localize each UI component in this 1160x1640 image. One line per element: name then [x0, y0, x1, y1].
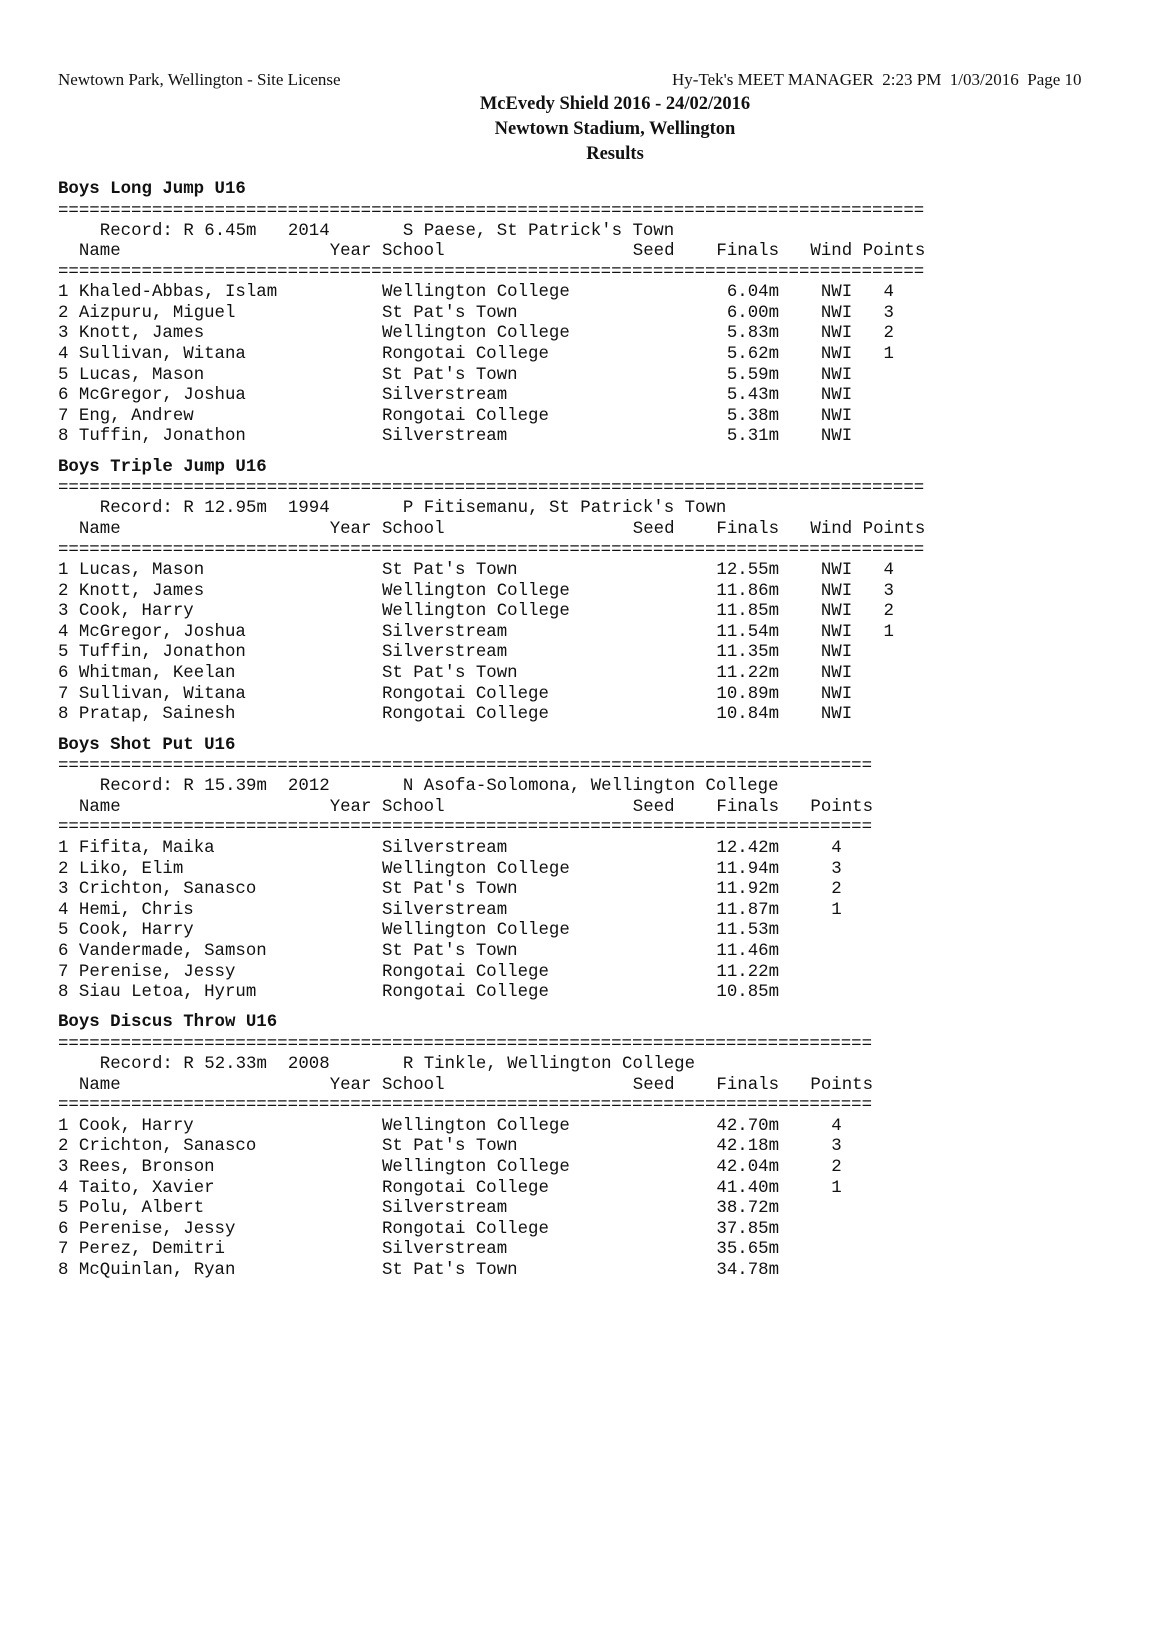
venue-title: Newtown Stadium, Wellington	[494, 119, 736, 139]
result-place: 6	[58, 1219, 69, 1239]
record-holder: R Tinkle, Wellington College	[402, 1054, 696, 1074]
school-name: Wellington College	[381, 602, 570, 622]
result-row	[58, 982, 924, 1003]
record-holder: P Fitisemanu, St Patrick's Town	[402, 499, 727, 519]
points-value: 4	[883, 561, 894, 581]
result-place: 5	[58, 921, 69, 941]
record-row	[58, 1054, 924, 1075]
points-value: 1	[831, 1178, 842, 1198]
record-holder: N Asofa-Solomona, Wellington College	[402, 777, 779, 797]
school-name: St Pat's Town	[381, 1137, 518, 1157]
wind-reading: NWI	[820, 283, 853, 303]
result-row	[58, 962, 924, 983]
result-row	[58, 1260, 924, 1281]
athlete-name: Hemi, Chris	[78, 900, 194, 920]
result-place: 8	[58, 1260, 69, 1280]
col-seed: Seed	[632, 242, 675, 262]
finals-mark: 5.83m	[726, 324, 780, 344]
result-place: 5	[58, 643, 69, 663]
athlete-name: Polu, Albert	[78, 1199, 205, 1219]
athlete-name: Perenise, Jessy	[78, 962, 236, 982]
finals-mark: 11.53m	[716, 921, 780, 941]
wind-reading: NWI	[820, 303, 853, 323]
result-row	[58, 704, 924, 725]
result-row	[58, 323, 924, 344]
finals-mark: 10.89m	[716, 684, 780, 704]
record-marker: R	[183, 221, 194, 241]
athlete-name: Cook, Harry	[78, 602, 194, 622]
result-place: 1	[58, 561, 69, 581]
result-place: 8	[58, 705, 69, 725]
col-name: Name	[78, 242, 121, 262]
separator-line: ===================================================================================	[58, 479, 925, 499]
record-label: Record:	[99, 777, 173, 797]
wind-reading: NWI	[820, 684, 853, 704]
school-name: Wellington College	[381, 1157, 570, 1177]
record-holder: S Paese, St Patrick's Town	[402, 221, 675, 241]
col-points: Points	[862, 519, 926, 539]
event-section	[58, 1012, 924, 1290]
wind-reading: NWI	[820, 664, 853, 684]
result-row	[58, 879, 924, 900]
school-name: Rongotai College	[381, 1178, 549, 1198]
wind-reading: NWI	[820, 643, 853, 663]
result-row	[58, 303, 924, 324]
athlete-name: Liko, Elim	[78, 859, 184, 879]
result-place: 7	[58, 962, 69, 982]
col-school: School	[381, 1075, 445, 1095]
points-value: 1	[883, 622, 894, 642]
col-seed: Seed	[632, 519, 675, 539]
athlete-name: Pratap, Sainesh	[78, 705, 236, 725]
col-name: Name	[78, 797, 121, 817]
result-row	[58, 1198, 924, 1219]
record-marker: R	[183, 1054, 194, 1074]
finals-mark: 6.04m	[726, 283, 780, 303]
school-name: Wellington College	[381, 1116, 570, 1136]
points-value: 3	[831, 1137, 842, 1157]
record-mark: 15.39m	[204, 777, 267, 797]
col-year: Year	[329, 242, 372, 262]
finals-mark: 10.84m	[716, 705, 780, 725]
result-place: 5	[58, 365, 69, 385]
finals-mark: 37.85m	[716, 1219, 780, 1239]
result-place: 2	[58, 859, 69, 879]
athlete-name: Perez, Demitri	[78, 1240, 225, 1260]
result-place: 4	[58, 345, 69, 365]
separator-line: ==============================================================================	[58, 1096, 873, 1116]
athlete-name: McGregor, Joshua	[78, 622, 246, 642]
result-place: 2	[58, 581, 69, 601]
finals-mark: 38.72m	[716, 1199, 780, 1219]
finals-mark: 12.55m	[716, 561, 780, 581]
event-title: Boys Triple Jump U16	[58, 457, 267, 477]
result-row	[58, 1157, 924, 1178]
wind-reading: NWI	[820, 386, 853, 406]
finals-mark: 12.42m	[716, 838, 780, 858]
athlete-name: Cook, Harry	[78, 921, 194, 941]
column-header-row	[58, 241, 924, 262]
record-marker: R	[183, 777, 194, 797]
record-row	[58, 221, 924, 242]
meet-title: McEvedy Shield 2016 - 24/02/2016	[479, 94, 751, 114]
school-name: Silverstream	[381, 643, 508, 663]
finals-mark: 11.54m	[716, 622, 780, 642]
event-title: Boys Long Jump U16	[58, 180, 246, 199]
athlete-name: Tuffin, Jonathon	[78, 643, 246, 663]
finals-mark: 5.59m	[726, 365, 780, 385]
athlete-name: Sullivan, Witana	[78, 684, 246, 704]
record-label: Record:	[99, 1054, 173, 1074]
school-name: Wellington College	[381, 921, 570, 941]
points-value: 2	[831, 1157, 842, 1177]
record-year: 2012	[287, 777, 330, 797]
athlete-name: Rees, Bronson	[78, 1157, 215, 1177]
result-place: 8	[58, 427, 69, 447]
col-school: School	[381, 519, 445, 539]
school-name: Silverstream	[381, 900, 508, 920]
athlete-name: Crichton, Sanasco	[78, 1137, 257, 1157]
record-row	[58, 776, 924, 797]
school-name: Wellington College	[381, 859, 570, 879]
separator-line: ===================================================================================	[58, 262, 925, 282]
col-school: School	[381, 797, 445, 817]
school-name: Rongotai College	[381, 1219, 549, 1239]
points-value: 3	[883, 303, 894, 323]
points-value: 4	[831, 838, 842, 858]
result-row	[58, 1136, 924, 1157]
athlete-name: McGregor, Joshua	[78, 386, 246, 406]
record-row	[58, 498, 924, 519]
result-place: 1	[58, 283, 69, 303]
col-seed: Seed	[632, 1075, 675, 1095]
school-name: Silverstream	[381, 838, 508, 858]
points-value: 4	[831, 1116, 842, 1136]
result-place: 4	[58, 1178, 69, 1198]
wind-reading: NWI	[820, 427, 853, 447]
event-title: Boys Discus Throw U16	[58, 1013, 278, 1033]
school-name: Silverstream	[381, 427, 508, 447]
result-row	[58, 1178, 924, 1199]
result-place: 5	[58, 1199, 69, 1219]
wind-reading: NWI	[820, 324, 853, 344]
finals-mark: 11.92m	[716, 880, 780, 900]
col-year: Year	[329, 797, 372, 817]
wind-reading: NWI	[820, 561, 853, 581]
points-value: 1	[883, 345, 894, 365]
school-name: St Pat's Town	[381, 664, 518, 684]
school-name: Rongotai College	[381, 345, 549, 365]
record-marker: R	[183, 499, 194, 519]
result-row	[58, 581, 924, 602]
result-place: 6	[58, 386, 69, 406]
col-finals: Finals	[716, 1075, 780, 1095]
col-name: Name	[78, 1075, 121, 1095]
column-header-row	[58, 519, 924, 540]
points-value: 2	[883, 324, 894, 344]
meet-manager-stamp: Hy-Tek's MEET MANAGER 2:23 PM 1/03/2016 Page 10	[672, 70, 1082, 89]
separator-line: ===================================================================================	[58, 201, 925, 221]
finals-mark: 34.78m	[716, 1260, 780, 1280]
result-row	[58, 838, 924, 859]
finals-mark: 11.86m	[716, 581, 780, 601]
col-name: Name	[78, 519, 121, 539]
result-place: 3	[58, 1157, 69, 1177]
col-wind: Wind	[810, 519, 853, 539]
finals-mark: 11.22m	[716, 962, 780, 982]
school-name: Silverstream	[381, 386, 508, 406]
result-row	[58, 900, 924, 921]
record-label: Record:	[99, 499, 173, 519]
result-row	[58, 601, 924, 622]
finals-mark: 11.94m	[716, 859, 780, 879]
record-year: 2008	[287, 1054, 330, 1074]
result-place: 7	[58, 684, 69, 704]
school-name: Rongotai College	[381, 962, 549, 982]
school-name: Wellington College	[381, 581, 570, 601]
finals-mark: 42.18m	[716, 1137, 780, 1157]
event-section	[58, 735, 924, 1013]
separator-line: ==============================================================================	[58, 818, 873, 838]
school-name: St Pat's Town	[381, 880, 518, 900]
athlete-name: Siau Letoa, Hyrum	[78, 983, 257, 1003]
column-header-row	[58, 797, 924, 818]
athlete-name: Khaled-Abbas, Islam	[78, 283, 278, 303]
athlete-name: Perenise, Jessy	[78, 1219, 236, 1239]
points-value: 4	[883, 283, 894, 303]
school-name: Rongotai College	[381, 705, 549, 725]
result-row	[58, 642, 924, 663]
result-row	[58, 859, 924, 880]
result-row	[58, 385, 924, 406]
finals-mark: 10.85m	[716, 983, 780, 1003]
event-section	[58, 179, 924, 457]
wind-reading: NWI	[820, 581, 853, 601]
result-place: 7	[58, 406, 69, 426]
school-name: Silverstream	[381, 1199, 508, 1219]
result-place: 8	[58, 983, 69, 1003]
finals-mark: 41.40m	[716, 1178, 780, 1198]
col-wind: Wind	[810, 242, 853, 262]
finals-mark: 42.04m	[716, 1157, 780, 1177]
result-place: 3	[58, 602, 69, 622]
col-seed: Seed	[632, 797, 675, 817]
athlete-name: Tuffin, Jonathon	[78, 427, 246, 447]
col-year: Year	[329, 519, 372, 539]
result-place: 1	[58, 838, 69, 858]
result-row	[58, 365, 924, 386]
record-mark: 6.45m	[204, 221, 257, 241]
athlete-name: Crichton, Sanasco	[78, 880, 257, 900]
result-place: 6	[58, 941, 69, 961]
col-school: School	[381, 242, 445, 262]
wind-reading: NWI	[820, 705, 853, 725]
school-name: Rongotai College	[381, 983, 549, 1003]
result-place: 3	[58, 324, 69, 344]
result-place: 3	[58, 880, 69, 900]
col-finals: Finals	[716, 797, 780, 817]
school-name: Rongotai College	[381, 406, 549, 426]
separator-line: ==============================================================================	[58, 1034, 873, 1054]
wind-reading: NWI	[820, 406, 853, 426]
column-header-row	[58, 1075, 924, 1096]
athlete-name: Cook, Harry	[78, 1116, 194, 1136]
result-place: 1	[58, 1116, 69, 1136]
points-value: 3	[831, 859, 842, 879]
wind-reading: NWI	[820, 345, 853, 365]
athlete-name: Fifita, Maika	[78, 838, 215, 858]
finals-mark: 11.46m	[716, 941, 780, 961]
record-mark: 12.95m	[204, 499, 267, 519]
finals-mark: 5.62m	[726, 345, 780, 365]
finals-mark: 11.22m	[716, 664, 780, 684]
school-name: Wellington College	[381, 283, 570, 303]
athlete-name: Aizpuru, Miguel	[78, 303, 236, 323]
event-results-list	[58, 179, 924, 1290]
wind-reading: NWI	[820, 365, 853, 385]
result-row	[58, 663, 924, 684]
athlete-name: Eng, Andrew	[78, 406, 194, 426]
result-row	[58, 282, 924, 303]
points-value: 1	[831, 900, 842, 920]
result-row	[58, 1219, 924, 1240]
result-place: 6	[58, 664, 69, 684]
result-row	[58, 1116, 924, 1137]
separator-line: ===================================================================================	[58, 540, 925, 560]
athlete-name: Lucas, Mason	[78, 365, 205, 385]
points-value: 3	[883, 581, 894, 601]
school-name: Silverstream	[381, 622, 508, 642]
finals-mark: 5.43m	[726, 386, 780, 406]
finals-mark: 11.87m	[716, 900, 780, 920]
athlete-name: Knott, James	[78, 581, 205, 601]
finals-mark: 5.38m	[726, 406, 780, 426]
result-place: 4	[58, 900, 69, 920]
athlete-name: Knott, James	[78, 324, 205, 344]
athlete-name: Taito, Xavier	[78, 1178, 215, 1198]
result-row	[58, 406, 924, 427]
school-name: St Pat's Town	[381, 941, 518, 961]
finals-mark: 35.65m	[716, 1240, 780, 1260]
result-row	[58, 920, 924, 941]
wind-reading: NWI	[820, 602, 853, 622]
result-row	[58, 344, 924, 365]
record-year: 1994	[287, 499, 330, 519]
site-license-label: Newtown Park, Wellington - Site License	[58, 70, 341, 89]
result-row	[58, 1239, 924, 1260]
school-name: St Pat's Town	[381, 561, 518, 581]
finals-mark: 11.35m	[716, 643, 780, 663]
finals-mark: 11.85m	[716, 602, 780, 622]
points-value: 2	[831, 880, 842, 900]
event-title: Boys Shot Put U16	[58, 735, 236, 755]
athlete-name: Whitman, Keelan	[78, 664, 236, 684]
separator-line: ==============================================================================	[58, 757, 873, 777]
result-row	[58, 622, 924, 643]
school-name: Silverstream	[381, 1240, 508, 1260]
wind-reading: NWI	[820, 622, 853, 642]
athlete-name: Lucas, Mason	[78, 561, 205, 581]
points-value: 2	[883, 602, 894, 622]
col-points: Points	[810, 1075, 874, 1095]
result-row	[58, 941, 924, 962]
school-name: St Pat's Town	[381, 1260, 518, 1280]
result-row	[58, 560, 924, 581]
event-section	[58, 457, 924, 735]
result-row	[58, 684, 924, 705]
record-mark: 52.33m	[204, 1054, 267, 1074]
record-year: 2014	[287, 221, 330, 241]
result-place: 4	[58, 622, 69, 642]
athlete-name: McQuinlan, Ryan	[78, 1260, 236, 1280]
results-heading: Results	[586, 144, 644, 164]
result-row	[58, 426, 924, 447]
col-year: Year	[329, 1075, 372, 1095]
col-points: Points	[862, 242, 926, 262]
col-finals: Finals	[716, 242, 780, 262]
athlete-name: Sullivan, Witana	[78, 345, 246, 365]
school-name: Rongotai College	[381, 684, 549, 704]
finals-mark: 42.70m	[716, 1116, 780, 1136]
finals-mark: 5.31m	[726, 427, 780, 447]
result-place: 2	[58, 303, 69, 323]
col-finals: Finals	[716, 519, 780, 539]
school-name: Wellington College	[381, 324, 570, 344]
col-points: Points	[810, 797, 874, 817]
finals-mark: 6.00m	[726, 303, 780, 323]
result-place: 7	[58, 1240, 69, 1260]
school-name: St Pat's Town	[381, 365, 518, 385]
athlete-name: Vandermade, Samson	[78, 941, 267, 961]
record-label: Record:	[99, 221, 173, 241]
result-place: 2	[58, 1137, 69, 1157]
school-name: St Pat's Town	[381, 303, 518, 323]
